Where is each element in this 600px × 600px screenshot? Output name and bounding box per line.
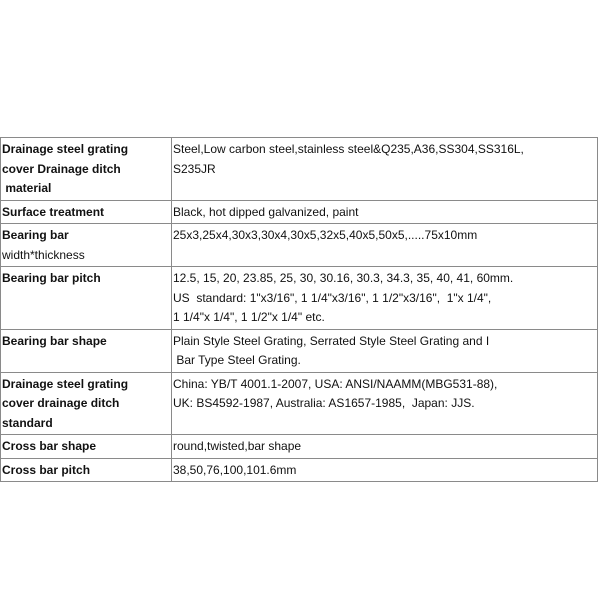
- table-row: [1, 435, 598, 459]
- label-line: material: [2, 181, 52, 195]
- label-line: cover Drainage ditch: [2, 161, 121, 176]
- value-line: Black, hot dipped galvanized, paint: [173, 204, 359, 219]
- label-line: Cross bar shape: [2, 439, 97, 453]
- row-value: [172, 372, 598, 435]
- value-line: Plain Style Steel Grating, Serrated Style Steel Grating and I: [173, 333, 490, 348]
- label-line: cover drainage ditch: [2, 396, 120, 410]
- label-line: standard: [2, 415, 53, 430]
- row-value: [172, 200, 598, 224]
- label-line: Bearing bar pitch: [2, 271, 101, 285]
- table-row: [1, 329, 598, 372]
- table-row: [1, 224, 598, 267]
- value-line: 1 1/4"x 1/4", 1 1/2"x 1/4" etc.: [173, 310, 325, 324]
- row-value: [172, 435, 598, 459]
- value-line: Bar Type Steel Grating.: [173, 353, 301, 367]
- row-value: [172, 267, 598, 330]
- label-line: width*thickness: [2, 247, 85, 262]
- row-value: [172, 458, 598, 482]
- label-line: Drainage steel grating: [2, 142, 129, 156]
- row-label: [1, 435, 172, 459]
- row-label: [1, 200, 172, 224]
- label-line: Bearing bar: [2, 228, 69, 242]
- row-value: [172, 329, 598, 372]
- value-line: US standard: 1"x3/16", 1 1/4"x3/16", 1 1/2"x3/16", 1"x 1/4",: [173, 290, 492, 305]
- table-row: [1, 267, 598, 330]
- value-line: China: YB/T 4001.1-2007, USA: ANSI/NAAMM(MBG531-88),: [173, 376, 498, 391]
- value-line: round,twisted,bar shape: [173, 439, 302, 453]
- table-row: [1, 200, 598, 224]
- value-line: S235JR: [173, 161, 216, 176]
- table-row: [1, 372, 598, 435]
- table-row: [1, 458, 598, 482]
- row-label: [1, 224, 172, 267]
- spec-table: [0, 137, 598, 482]
- label-line: Cross bar pitch: [2, 462, 91, 477]
- value-line: 38,50,76,100,101.6mm: [173, 462, 297, 477]
- row-label: [1, 372, 172, 435]
- label-line: Drainage steel grating: [2, 376, 129, 391]
- value-line: Steel,Low carbon steel,stainless steel&Q235,A36,SS304,SS316L,: [173, 142, 524, 156]
- row-label: [1, 267, 172, 330]
- row-value: [172, 224, 598, 267]
- row-label: [1, 138, 172, 201]
- value-line: UK: BS4592-1987, Australia: AS1657-1985, Japan: JJS.: [173, 396, 475, 410]
- row-label: [1, 458, 172, 482]
- value-line: 25x3,25x4,30x3,30x4,30x5,32x5,40x5,50x5,.....75x10mm: [173, 228, 478, 242]
- table-row: [1, 138, 598, 201]
- label-line: Bearing bar shape: [2, 333, 107, 348]
- row-value: [172, 138, 598, 201]
- value-line: 12.5, 15, 20, 23.85, 25, 30, 30.16, 30.3, 34.3, 35, 40, 41, 60mm.: [173, 271, 514, 285]
- row-label: [1, 329, 172, 372]
- label-line: Surface treatment: [2, 204, 105, 219]
